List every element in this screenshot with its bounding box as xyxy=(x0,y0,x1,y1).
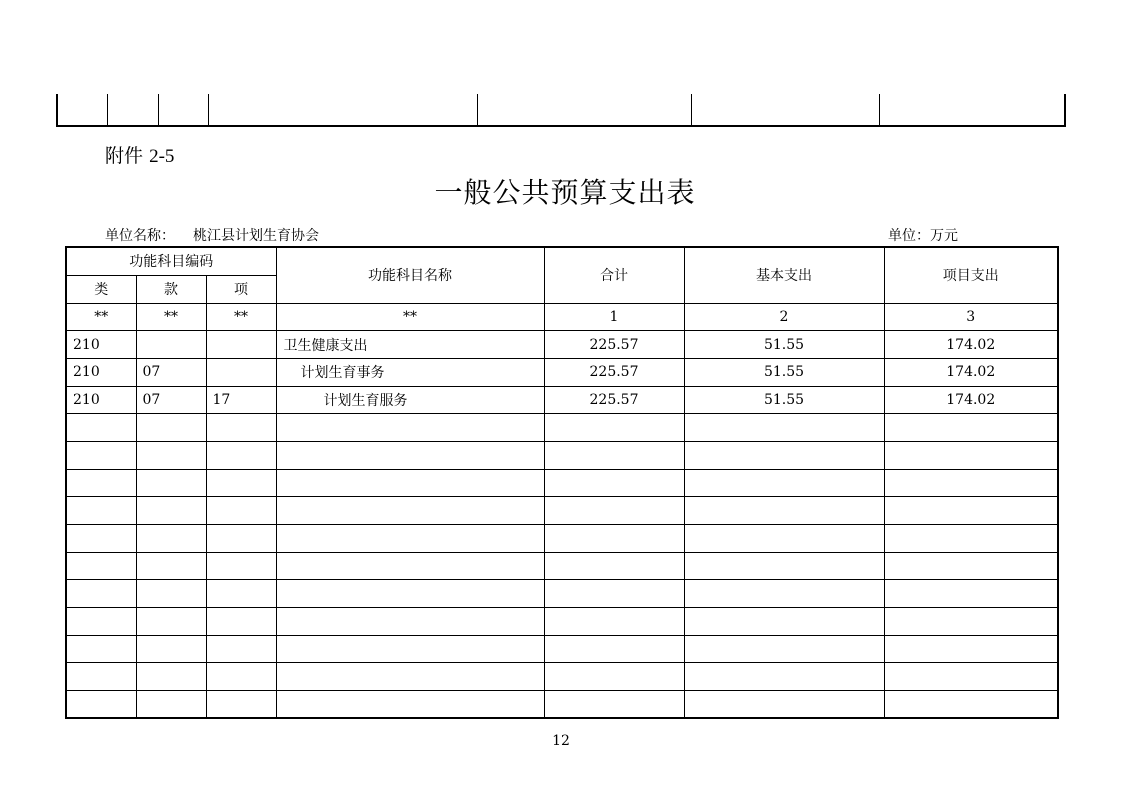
index-cell: ** xyxy=(276,303,544,331)
empty-row xyxy=(66,497,1058,525)
attachment-number: 2-5 xyxy=(149,146,175,167)
index-cell: 1 xyxy=(544,303,684,331)
cell-total: 225.57 xyxy=(544,386,684,414)
cell-name: 计划生育服务 xyxy=(276,386,544,414)
unit-name-label: 单位名称： xyxy=(105,228,175,244)
cell-xiang xyxy=(206,331,276,359)
cell-name: 卫生健康支出 xyxy=(276,331,544,359)
header-xiang: 项 xyxy=(206,275,276,303)
unit-name-value: 桃江县计划生育协会 xyxy=(193,228,319,244)
attachment-label xyxy=(105,141,174,168)
attachment-prefix: 附件 xyxy=(105,145,144,167)
cell-xiang: 17 xyxy=(206,386,276,414)
header-kuan: 款 xyxy=(136,275,206,303)
cell-lei: 210 xyxy=(66,386,136,414)
index-cell: ** xyxy=(136,303,206,331)
empty-row xyxy=(66,525,1058,553)
header-total: 合计 xyxy=(544,247,684,303)
empty-row xyxy=(66,580,1058,608)
header-name: 功能科目名称 xyxy=(276,247,544,303)
budget-table xyxy=(65,246,1059,719)
cell-basic: 51.55 xyxy=(684,386,884,414)
cell-basic: 51.55 xyxy=(684,358,884,386)
header-lei: 类 xyxy=(66,275,136,303)
cell-kuan xyxy=(136,331,206,359)
index-cell: 2 xyxy=(684,303,884,331)
index-cell: 3 xyxy=(884,303,1058,331)
table-row xyxy=(66,331,1058,359)
cell-project: 174.02 xyxy=(884,331,1058,359)
top-table-fragment xyxy=(56,94,1066,127)
cell-project: 174.02 xyxy=(884,358,1058,386)
header-basic: 基本支出 xyxy=(684,247,884,303)
table-row xyxy=(66,358,1058,386)
empty-row xyxy=(66,691,1058,719)
empty-row xyxy=(66,635,1058,663)
cell-total: 225.57 xyxy=(544,331,684,359)
cell-xiang xyxy=(206,358,276,386)
empty-row xyxy=(66,414,1058,442)
index-row xyxy=(66,303,1058,331)
header-project: 项目支出 xyxy=(884,247,1058,303)
cell-lei: 210 xyxy=(66,331,136,359)
empty-row xyxy=(66,441,1058,469)
unit-name xyxy=(105,225,319,245)
table-row xyxy=(66,386,1058,414)
cell-name: 计划生育事务 xyxy=(276,358,544,386)
cell-kuan: 07 xyxy=(136,358,206,386)
header-code-group: 功能科目编码 xyxy=(66,247,276,275)
cell-total: 225.57 xyxy=(544,358,684,386)
empty-row xyxy=(66,663,1058,691)
page-title: 一般公共预算支出表 xyxy=(434,176,696,209)
empty-row xyxy=(66,469,1058,497)
cell-basic: 51.55 xyxy=(684,331,884,359)
empty-row xyxy=(66,608,1058,636)
page-number: 12 xyxy=(552,733,570,749)
cell-project: 174.02 xyxy=(884,386,1058,414)
index-cell: ** xyxy=(66,303,136,331)
empty-row xyxy=(66,552,1058,580)
cell-kuan: 07 xyxy=(136,386,206,414)
cell-lei: 210 xyxy=(66,358,136,386)
index-cell: ** xyxy=(206,303,276,331)
unit-label: 单位：万元 xyxy=(888,228,958,244)
